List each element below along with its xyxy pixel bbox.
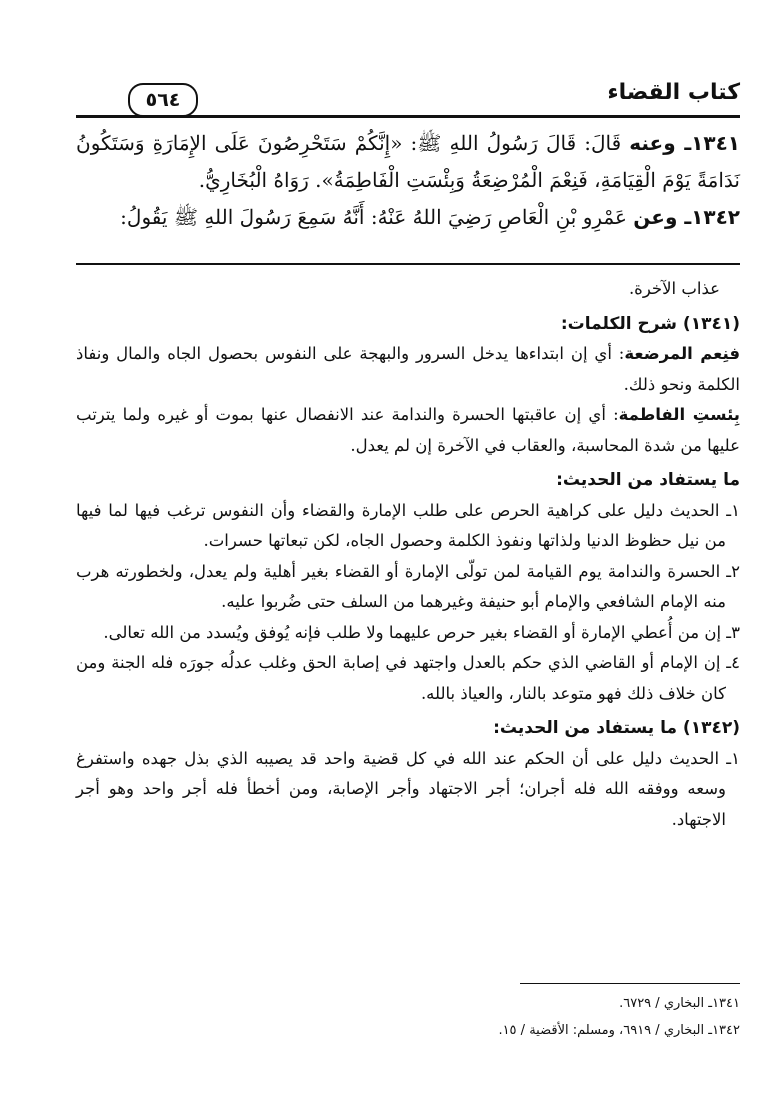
term-definition: : أي إن عاقبتها الحسرة والندامة عند الانفصال عنها بموت أو غيره ولما يترتب عليها من شدة المحاسبة، والعقاب في الآخرة إن لم يعدل. (76, 405, 740, 455)
hadith-intro: ـ وعنه (629, 131, 692, 155)
hadith-number: ١٣٤٢ (691, 205, 740, 229)
book-title: كتاب القضاء (607, 80, 740, 105)
header-rule (76, 115, 740, 118)
lessons-heading: ما يستفاد من الحديث: (556, 470, 740, 490)
term-word: بِئستِ الفاطمة (618, 405, 740, 424)
hadith-intro: ـ وعن (633, 205, 692, 229)
term-entry (76, 400, 740, 461)
footnote: ١٣٤١ـ البخاري / ٦٧٢٩. (619, 996, 740, 1011)
hadith-section (76, 125, 740, 236)
lesson-item: ١ـ الحديث دليل على أن الحكم عند الله في كل قضية واحد قد يصيبه الذي بذل جهده واستفرغ وسعه ووفقه الله فله أجران؛ أجر الاجتهاد وأجر الإصابة، ومن أخطأ فله أجر واحد وهو أجر الاجتهاد. (76, 748, 740, 829)
term-entry (76, 339, 740, 400)
lesson-item: ٢ـ الحسرة والندامة يوم القيامة لمن تولّى الإمارة أو القضاء بغير أهلية ولم يعدل، ولخطورته هرب منه الإمام الشافعي والإمام أبو حنيفة وغيرهما من السلف حتى ضُربوا عليه. (76, 561, 740, 611)
footnote-rule (520, 983, 740, 984)
term-definition: : أي إن ابتداءها يدخل السرور والبهجة على النفوس بحصول الجاه والمال ونفاذ الكلمة ونحو ذلك. (76, 344, 740, 394)
sharh-heading: (١٣٤١) شرح الكلمات: (560, 313, 740, 334)
continuation-text: عذاب الآخرة. (628, 279, 720, 298)
footnote: ١٣٤٢ـ البخاري / ٦٩١٩، ومسلم: الأقضية / ١٥. (498, 1023, 740, 1038)
hadith-number: ١٣٤١ (691, 131, 740, 155)
lesson-item: ٤ـ إن الإمام أو القاضي الذي حكم بالعدل واجتهد في إصابة الحق وغلب عدلُه جورَه فله الجنة ومن كان خلاف ذلك فهو متوعد بالنار، والعياذ بالله. (76, 653, 740, 703)
hadith-text: عَمْرِو بْنِ الْعَاصِ رَضِيَ اللهُ عَنْهُ: أَنَّهُ سَمِعَ رَسُولَ اللهِ ﷺ يَقُولُ: (120, 205, 634, 229)
lesson-item: ١ـ الحديث دليل على كراهية الحرص على طلب الإمارة والقضاء وأن النفوس ترغب فيها لما فيها من نيل حظوظ الدنيا ولذاتها ونفوذ الكلمة وحصول الجاه، لكن تبعاتها حسرات. (76, 500, 740, 550)
term-word: فنِعم المرضعة (624, 344, 740, 363)
hadith-1342 (76, 199, 740, 236)
page-number: ٥٦٤ (128, 83, 198, 117)
lessons-heading-2: (١٣٤٢) ما يستفاد من الحديث: (493, 718, 740, 738)
section-rule (76, 263, 740, 265)
hadith-1341 (76, 125, 740, 199)
footnotes (76, 990, 740, 1044)
lesson-item: ٣ـ إن من أُعطي الإمارة أو القضاء بغير حرص عليهما ولا طلب فإنه يُوفق ويُسدد من الله تعالى. (103, 622, 740, 642)
commentary (76, 274, 740, 835)
hadith-text: قَالَ: قَالَ رَسُولُ اللهِ ﷺ: «إِنَّكُمْ سَتَحْرِصُونَ عَلَى الإِمَارَةِ وَسَتَكُونُ نَدَامَةً يَوْمَ الْقِيَامَةِ، فَنِعْمَ الْمُرْضِعَةُ وَبِئْسَتِ الْفَاطِمَةُ». رَوَاهُ الْبُخَارِيُّ. (76, 131, 740, 192)
